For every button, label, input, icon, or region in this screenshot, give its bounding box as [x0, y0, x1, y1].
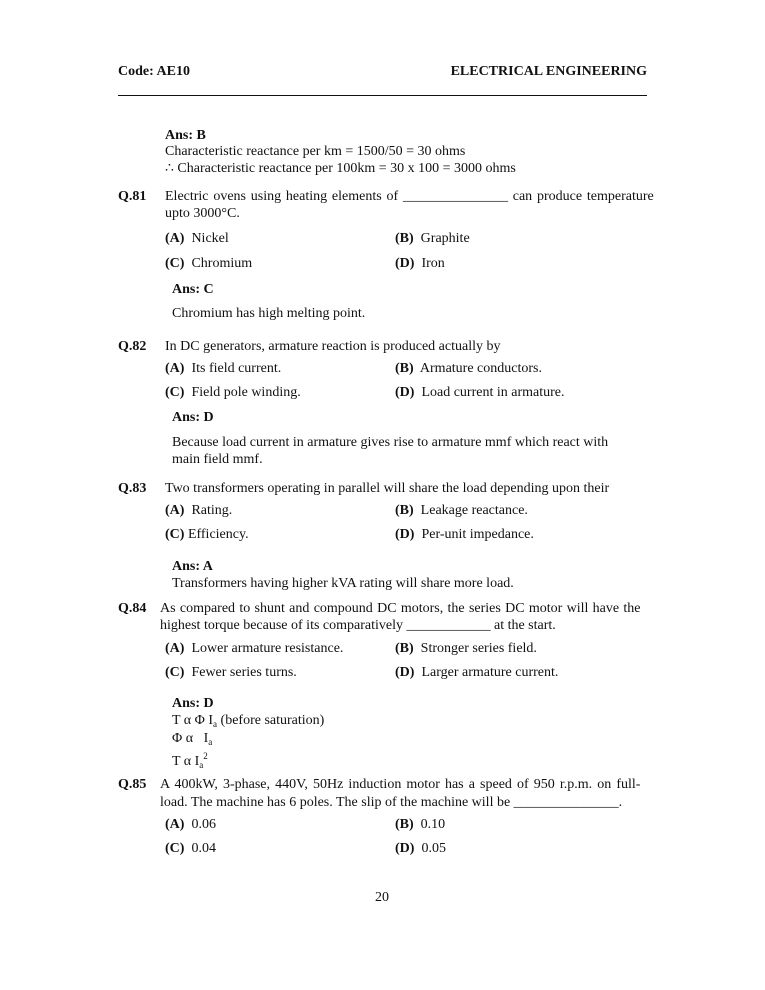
option-a	[165, 503, 232, 519]
option-c	[165, 665, 297, 681]
answer-label: Ans: A	[172, 559, 213, 574]
option-key: (A)	[165, 231, 185, 246]
question-text: As compared to shunt and compound DC motors, the series DC motor will have the	[160, 601, 641, 616]
question-number: Q.83	[118, 481, 147, 496]
formula-line: Φ α $I_a$	[172, 731, 213, 747]
header-rule	[118, 95, 647, 96]
option-d	[395, 841, 446, 857]
option-a	[165, 641, 343, 657]
option-text: Graphite	[420, 231, 470, 246]
option-key: (B)	[395, 231, 414, 246]
option-key: (B)	[395, 817, 414, 832]
explanation-line: ∴ Characteristic reactance per 100km = 30 x 100 = 3000 ohms	[165, 161, 516, 176]
option-d	[395, 256, 445, 272]
question-text: Electric ovens using heating elements of _______________ can produce temperature	[165, 189, 654, 204]
option-d	[395, 385, 564, 401]
explanation-line: main field mmf.	[172, 452, 263, 467]
answer-label: Ans: D	[172, 696, 214, 711]
option-key: (D)	[395, 527, 415, 542]
option-c	[165, 256, 252, 272]
subject-title: ELECTRICAL ENGINEERING	[450, 64, 647, 79]
explanation-line: Characteristic reactance per km = 1500/50 = 30 ohms	[165, 144, 466, 159]
answer-label: Ans: D	[172, 410, 214, 425]
option-key: (D)	[395, 665, 415, 680]
option-text: Efficiency.	[187, 527, 249, 542]
exam-code: Code: AE10	[118, 64, 190, 79]
question-text: load. The machine has 6 poles. The slip of the machine will be _______________.	[160, 795, 623, 810]
option-text: Its field current.	[191, 361, 282, 376]
question-number: Q.84	[118, 601, 147, 616]
option-text: 0.06	[191, 817, 216, 832]
option-key: (C)	[165, 665, 185, 680]
option-key: (C)	[165, 527, 185, 542]
option-key: (B)	[395, 503, 414, 518]
option-c	[165, 385, 301, 401]
option-c	[165, 527, 249, 543]
option-c	[165, 841, 216, 857]
option-text: Larger armature current.	[421, 665, 559, 680]
option-text: Lower armature resistance.	[191, 641, 344, 656]
option-text: Armature conductors.	[419, 361, 542, 376]
option-text: Load current in armature.	[421, 385, 565, 400]
question-number: Q.82	[118, 339, 147, 354]
option-text: Fewer series turns.	[191, 665, 297, 680]
option-key: (C)	[165, 841, 185, 856]
option-key: (D)	[395, 256, 415, 271]
option-a	[165, 361, 281, 377]
page-number: 20	[375, 890, 389, 905]
option-b	[395, 817, 445, 833]
option-b	[395, 641, 537, 657]
question-text: Two transformers operating in parallel will share the load depending upon their	[165, 481, 610, 496]
explanation-line: Because load current in armature gives rise to armature mmf which react with	[172, 435, 609, 450]
option-b	[395, 231, 470, 247]
option-key: (A)	[165, 641, 185, 656]
option-key: (A)	[165, 361, 185, 376]
question-number: Q.81	[118, 189, 147, 204]
option-key: (D)	[395, 385, 415, 400]
option-text: 0.05	[421, 841, 446, 856]
option-d	[395, 665, 558, 681]
option-a	[165, 231, 229, 247]
answer-label: Ans: B	[165, 128, 206, 143]
option-key: (B)	[395, 641, 414, 656]
formula-line: T α Φ $I_a$ (before saturation)	[172, 713, 325, 729]
option-text: Nickel	[191, 231, 229, 246]
question-text: A 400kW, 3-phase, 440V, 50Hz induction motor has a speed of 950 r.p.m. on full-	[160, 777, 641, 792]
option-text: Field pole winding.	[191, 385, 301, 400]
answer-label: Ans: C	[172, 282, 214, 297]
option-key: (D)	[395, 841, 415, 856]
question-text: upto 3000°C.	[165, 206, 240, 221]
question-text: highest torque because of its comparatively ____________ at the start.	[160, 618, 556, 633]
option-a	[165, 817, 216, 833]
formula-line: T α $I_a^2$	[172, 751, 208, 770]
option-d	[395, 527, 534, 543]
option-key: (C)	[165, 385, 185, 400]
option-b	[395, 361, 542, 377]
explanation-line: Chromium has high melting point.	[172, 306, 366, 321]
explanation-line: Transformers having higher kVA rating will share more load.	[172, 576, 514, 591]
option-key: (A)	[165, 503, 185, 518]
option-text: 0.10	[420, 817, 446, 832]
option-text: Per-unit impedance.	[421, 527, 534, 542]
option-text: Stronger series field.	[420, 641, 537, 656]
option-text: Iron	[421, 256, 445, 271]
question-text: In DC generators, armature reaction is produced actually by	[165, 339, 501, 354]
option-text: Chromium	[191, 256, 253, 271]
option-b	[395, 503, 528, 519]
option-text: 0.04	[191, 841, 216, 856]
option-key: (A)	[165, 817, 185, 832]
option-text: Rating.	[191, 503, 233, 518]
option-key: (C)	[165, 256, 185, 271]
option-key: (B)	[395, 361, 414, 376]
question-number: Q.85	[118, 777, 147, 792]
option-text: Leakage reactance.	[420, 503, 528, 518]
